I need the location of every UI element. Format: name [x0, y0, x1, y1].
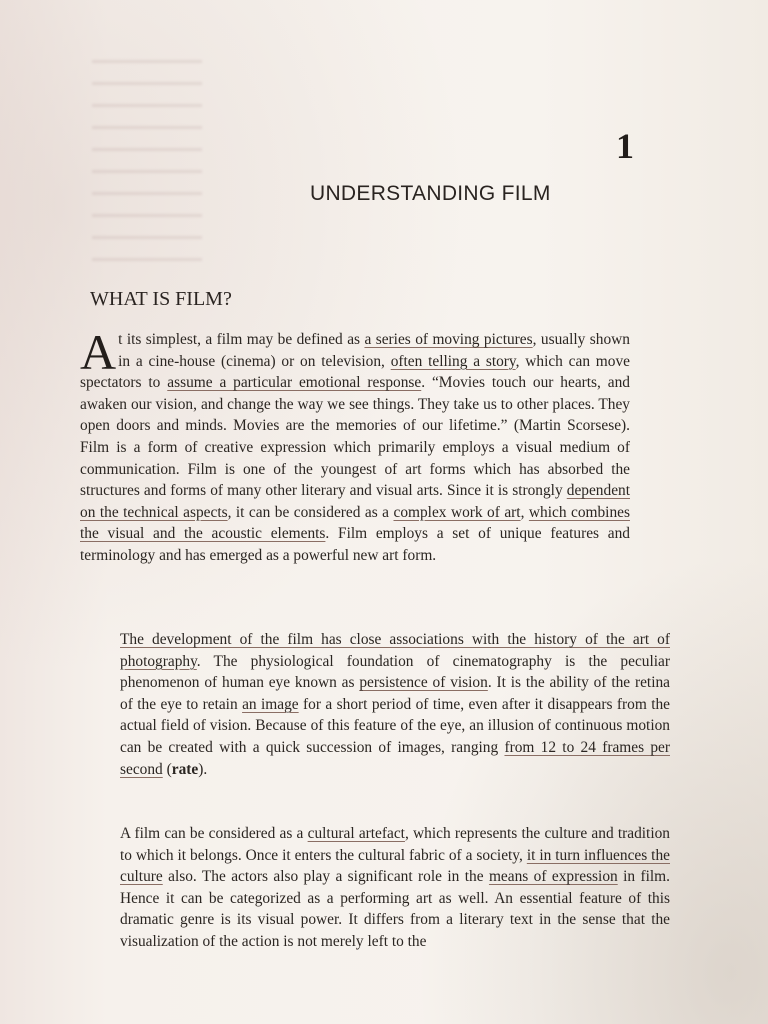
chapter-number: 1: [616, 126, 634, 166]
underlined-phrase: a series of moving pictures: [364, 331, 533, 348]
text-run: , which can move spectators to: [80, 352, 630, 392]
underlined-phrase: persistence of vision: [359, 674, 488, 692]
text-run: . It is the ability of the retina of the eye to retain: [120, 674, 671, 713]
text-run: ,: [520, 503, 529, 521]
underlined-phrase: it in turn influences the culture: [120, 846, 670, 886]
text-run: , it can be considered as a: [227, 503, 394, 521]
underlined-phrase: dependent on the technical aspects: [80, 482, 630, 521]
underlined-phrase: often telling a story: [390, 352, 516, 370]
paragraph-2: [80, 629, 670, 780]
text-run: , usually shown in a cine-house (cinema) or on television,: [118, 331, 630, 370]
text-run: A film can be considered as a: [120, 825, 308, 842]
underlined-phrase: which combines the visual and the acoustic elements: [80, 503, 630, 543]
underlined-phrase: complex work of art: [393, 503, 521, 521]
text-run: for a short period of time, even after it disappears from the actual field of vision. Because of this feature of the eye, an illusion of continuous motion can be created with a quick succession of images, ranging: [120, 695, 671, 756]
bold-term: rate: [171, 760, 199, 778]
text-run: . Film employs a set of unique features and terminology and has emerged as a powerful new art form.: [80, 525, 630, 564]
underlined-phrase: The development of the film has close associations with the history of the art of photography: [120, 631, 670, 670]
bleed-through-text: [92, 60, 202, 270]
text-run: ).: [198, 760, 208, 778]
text-run: , which represents the culture and tradition to which it belongs. Once it enters the cultural fabric of a society,: [120, 825, 670, 864]
text-run: in film. Hence it can be categorized as a performing art as well. An essential feature of this dramatic genre is its visual power. It differs from a literary text in the sense that the visualization of the action is not merely left to the: [120, 868, 670, 950]
underlined-phrase: an image: [242, 695, 299, 713]
underlined-phrase: cultural artefact: [307, 825, 405, 842]
text-run: . The physiological foundation of cinematography is the peculiar phenomenon of human eye known as: [120, 652, 670, 692]
underlined-phrase: means of expression: [488, 868, 618, 886]
drop-cap: A: [80, 324, 117, 380]
text-run: also. The actors also play a significant role in the: [162, 868, 489, 886]
text-run: . “Movies touch our hearts, and awaken our vision, and change the way we see things. They take us to other places. They open doors and minds. Movies are the memories of our lifetime.” (Martin Scorsese). Film is a form of creative expression which primarily employs a visual medium of communication. Film is one of the youngest of art forms which has absorbed the structures and forms of many other literary and visual arts. Since it is strongly: [80, 374, 630, 500]
paragraph-1: [80, 324, 630, 567]
underlined-phrase: from 12 to 24 frames per second: [120, 738, 670, 778]
underlined-phrase: assume a particular emotional response: [167, 374, 422, 392]
text-run: t its simplest, a film may be defined as: [118, 331, 365, 348]
text-run: (: [162, 760, 172, 778]
paragraph-3: [80, 823, 670, 953]
chapter-title: UNDERSTANDING FILM: [310, 182, 551, 205]
section-heading: WHAT IS FILM?: [90, 288, 232, 310]
